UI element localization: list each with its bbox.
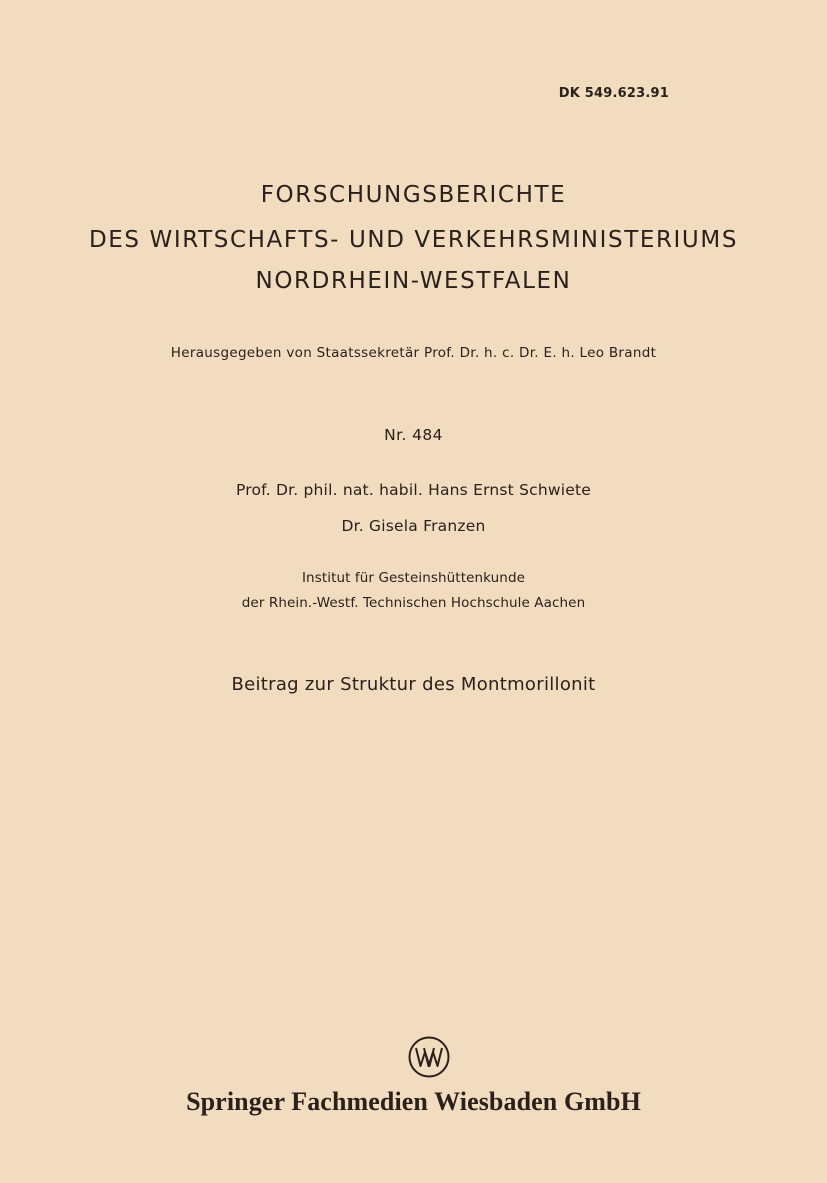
institute-line-2: der Rhein.-Westf. Technischen Hochschule Aachen bbox=[241, 595, 586, 611]
issue-number: Nr. 484 bbox=[384, 426, 443, 444]
series-title-line-3: NORDRHEIN-WESTFALEN bbox=[255, 268, 572, 294]
series-title-line-1: FORSCHUNGSBERICHTE bbox=[260, 182, 567, 208]
classification-number: DK 549.623.91 bbox=[558, 86, 669, 101]
book-title: Beitrag zur Struktur des Montmorillonit bbox=[231, 674, 596, 695]
institute-line-1: Institut für Gesteinshüttenkunde bbox=[301, 570, 526, 586]
springer-ww-logo-icon bbox=[408, 1036, 450, 1078]
author-2: Dr. Gisela Franzen bbox=[341, 517, 486, 535]
series-title-line-2: DES WIRTSCHAFTS- UND VERKEHRSMINISTERIUMS bbox=[88, 227, 739, 253]
editor-line: Herausgegeben von Staatssekretär Prof. Dr. h. c. Dr. E. h. Leo Brandt bbox=[170, 345, 657, 361]
publisher-name: Springer Fachmedien Wiesbaden GmbH bbox=[186, 1087, 641, 1116]
author-1: Prof. Dr. phil. nat. habil. Hans Ernst Schwiete bbox=[235, 481, 592, 499]
